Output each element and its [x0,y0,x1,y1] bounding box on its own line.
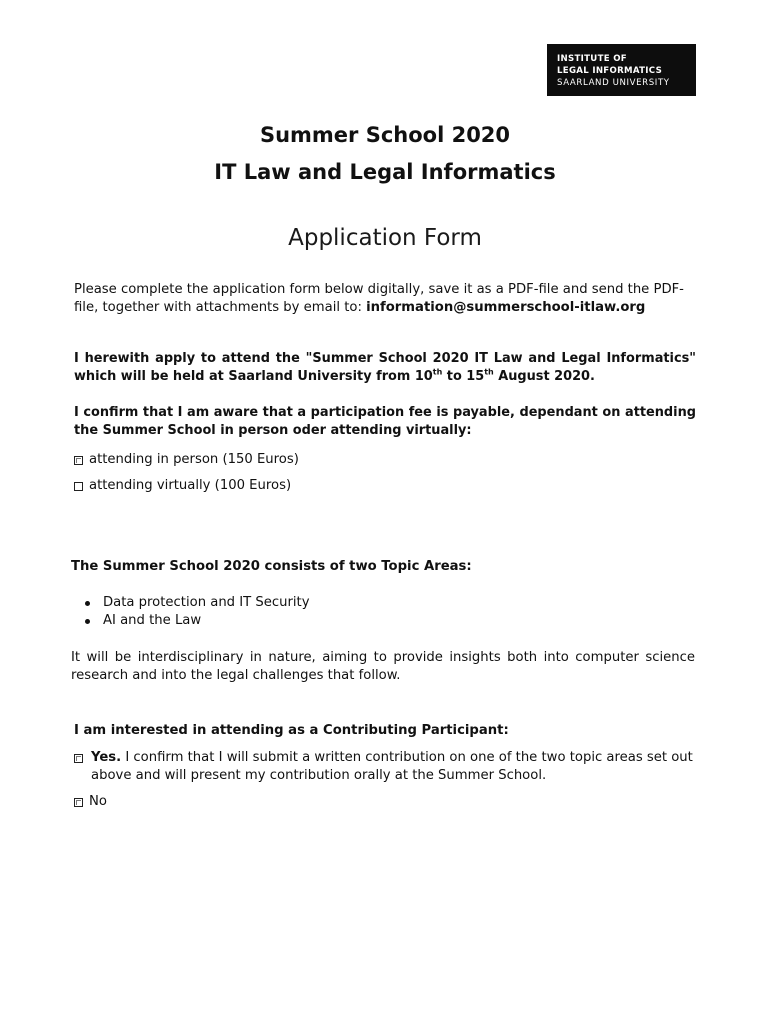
topic-label: Data protection and IT Security [103,595,310,610]
apply-part-3: August 2020. [493,369,595,384]
attend-in-person-option[interactable] [74,451,299,469]
fee-statement: I confirm that I am aware that a participation fee is payable, dependant on attending the Summer School in person oder attending virtually: [74,405,696,438]
logo-line-3: SAARLAND UNIVERSITY [557,78,670,88]
list-item [74,594,310,612]
topics-list [74,594,310,630]
checkbox-virtually[interactable] [74,482,83,491]
intro-paragraph [74,281,699,317]
institute-logo [547,44,696,96]
contributing-yes-option[interactable] [74,749,696,785]
bullet-icon [85,619,90,624]
apply-part-1: I herewith apply to attend the "Summer School 2020 IT Law and Legal Informatics" which will be held at Saarland University from 10 [74,351,696,384]
no-label: No [89,794,107,809]
apply-sup-1: th [432,367,443,377]
intro-text: Please complete the application form below digitally, save it as a PDF-file and send the PDF-file, together with attachments by email to: [74,282,684,315]
contributing-heading: I am interested in attending as a Contributing Participant: [74,723,509,738]
title-line-2: IT Law and Legal Informatics [214,160,556,184]
apply-sup-2: th [484,367,494,377]
checkbox-no[interactable] [74,798,83,807]
attend-in-person-label: attending in person (150 Euros) [89,452,299,467]
list-item [74,612,310,630]
checkbox-in-person[interactable] [74,456,83,465]
yes-label: Yes. [91,750,122,765]
yes-text-block [74,749,696,785]
apply-part-2: to 15 [442,369,485,384]
form-title: Application Form [288,225,482,251]
attend-virtually-label: attending virtually (100 Euros) [89,478,292,493]
interdisciplinary-paragraph: It will be interdisciplinary in nature, aiming to provide insights both into computer science research and into the legal challenges that follow. [71,650,695,683]
contributing-no-option[interactable] [74,793,107,811]
logo-line-2: LEGAL INFORMATICS [557,66,663,76]
email-link[interactable]: information@summerschool-itlaw.org [366,300,646,315]
topics-heading: The Summer School 2020 consists of two Topic Areas: [71,559,472,574]
topic-label: AI and the Law [103,613,202,628]
bullet-icon [85,601,90,606]
yes-description: I confirm that I will submit a written contribution on one of the two topic areas set out above and will present my contribution orally at the Summer School. [91,750,693,783]
attend-virtually-option[interactable] [74,477,291,495]
checkbox-yes[interactable] [74,754,83,763]
logo-line-1: INSTITUTE OF [557,54,627,64]
title-line-1: Summer School 2020 [259,123,511,147]
application-statement [74,350,696,386]
